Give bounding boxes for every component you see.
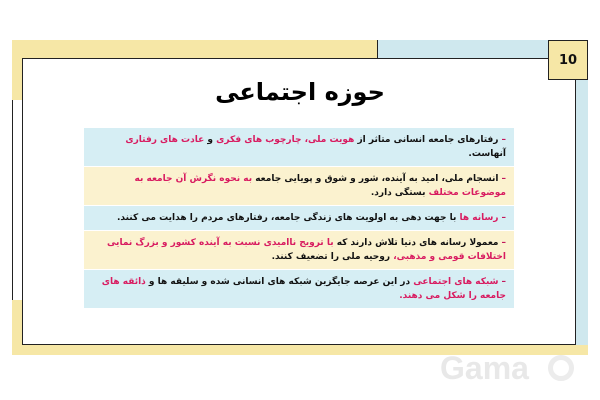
highlighted-text: با ترویج ناامیدی نسبت به آینده کشور و بزرگ نمایی اختلافات قومی و مذهبی،	[106, 238, 506, 262]
top-decor-bar-blue	[378, 40, 548, 58]
highlighted-text: به نحوه نگرش آن جامعه به موضوعات مختلف	[134, 174, 506, 198]
bullet-list	[84, 128, 514, 309]
bullet-dash-icon: –	[501, 135, 506, 145]
highlighted-text: شبکه های اجتماعی	[413, 277, 499, 287]
bullet-text: بستگی دارد.	[370, 188, 429, 198]
highlighted-text: رسانه ها	[459, 213, 499, 223]
top-decor-bar	[12, 40, 378, 58]
right-decor-bar	[576, 58, 588, 355]
highlighted-text: چارچوب های فکری	[216, 135, 302, 145]
bullet-text: رفتارهای جامعه انسانی متاثر از	[354, 135, 499, 145]
bullet-text: آنهاست.	[468, 149, 506, 159]
bullet-item	[84, 270, 514, 309]
highlighted-text: ذائقه های جامعه را شکل می دهند.	[101, 277, 506, 301]
bullet-item	[84, 128, 514, 167]
bullet-text: با جهت دهی به اولویت های زندگی جامعه، رفتارهای مردم را هدایت می کنند.	[116, 213, 460, 223]
bullet-item	[84, 206, 514, 231]
bullet-dash-icon: –	[501, 238, 506, 248]
left-decor-bar	[12, 40, 22, 100]
bullet-text: انسجام ملی، امید به آینده، شور و شوق و پویایی جامعه	[252, 174, 499, 184]
bullet-text: روحیه ملی را تضعیف کنند.	[271, 252, 394, 262]
bullet-item	[84, 167, 514, 206]
gama-watermark: Gama	[440, 350, 529, 386]
left-decor-bar-bottom	[12, 300, 22, 355]
slide-title: حوزه اجتماعی	[215, 78, 385, 106]
bullet-text: معمولا رسانه های دنیا تلاش دارند که	[333, 238, 499, 248]
highlighted-text: هویت ملی،	[304, 135, 355, 145]
page-number-badge	[548, 40, 588, 80]
gama-logo-icon	[548, 355, 574, 381]
bullet-text: در این عرصه جایگزین شبکه های انسانی شده و سلیقه ها و	[145, 277, 414, 287]
bullet-text: و	[204, 135, 217, 145]
bullet-dash-icon: –	[501, 213, 506, 223]
page-number: 10	[558, 52, 578, 68]
bullet-dash-icon: –	[501, 277, 506, 287]
highlighted-text: عادت های رفتاری	[125, 135, 205, 145]
bullet-dash-icon: –	[501, 174, 506, 184]
bullet-item	[84, 231, 514, 270]
